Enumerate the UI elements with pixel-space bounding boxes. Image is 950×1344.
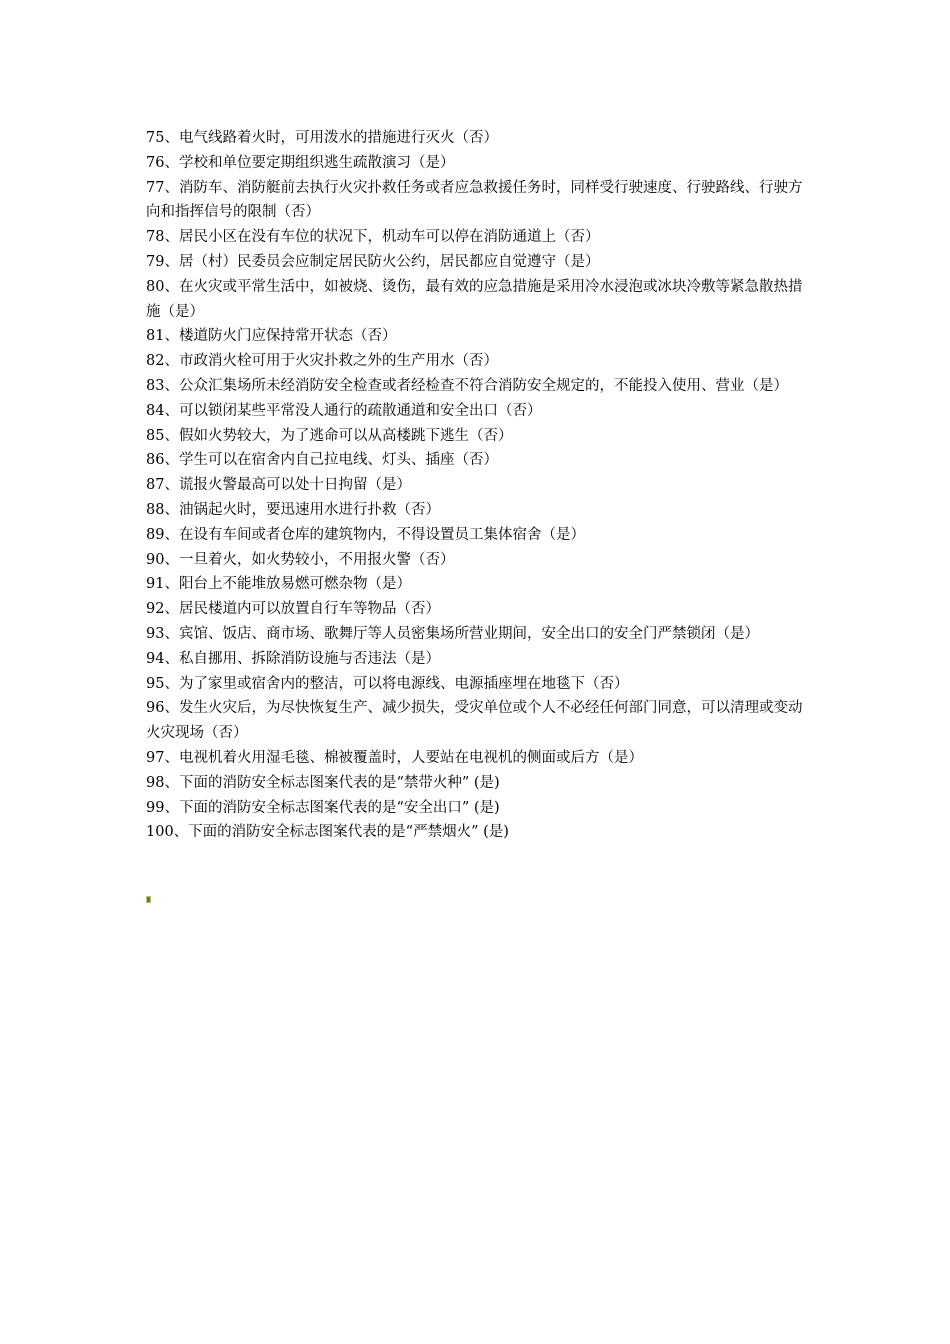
- list-item: 82、市政消火栓可用于火灾扑救之外的生产用水（否）: [146, 353, 498, 370]
- list-item: 76、学校和单位要定期组织逃生疏散演习（是）: [146, 154, 455, 171]
- list-item: 75、电气线路着火时，可用泼水的措施进行灭火（否）: [146, 130, 498, 146]
- list-item: 96、发生火灾后，为尽快恢复生产、减少损失，受灾单位或个人不必经任何部门同意，可以清理或变动火灾现场（否）: [146, 700, 803, 742]
- list-item: 94、私自挪用、拆除消防设施与否违法（是）: [146, 650, 440, 667]
- list-item: 80、在火灾或平常生活中，如被烧、烫伤，最有效的应急措施是采用冷水浸泡或冰块冷敷等紧急散热措施（是）: [146, 278, 803, 320]
- list-item: 100、下面的消防安全标志图案代表的是“严禁烟火” (是): [146, 824, 509, 841]
- image-thumbnail: [146, 896, 151, 903]
- list-item: 91、阳台上不能堆放易燃可燃杂物（是）: [146, 576, 411, 593]
- list-item: 81、楼道防火门应保持常开状态（否）: [146, 328, 397, 345]
- list-item: 99、下面的消防安全标志图案代表的是“安全出口” (是): [146, 799, 500, 816]
- list-item: 85、假如火势较大，为了逃命可以从高楼跳下逃生（否）: [146, 427, 513, 444]
- list-item: 83、公众汇集场所未经消防安全检查或者经检查不符合消防安全规定的，不能投入使用、营业（是）: [146, 377, 788, 394]
- list-item: 93、宾馆、饭店、商市场、歌舞厅等人员密集场所营业期间，安全出口的安全门严禁锁闭（是）: [146, 625, 759, 642]
- list-item: 86、学生可以在宿舍内自己拉电线、灯头、插座（否）: [146, 452, 498, 469]
- list-item: 89、在设有车间或者仓库的建筑物内，不得设置员工集体宿舍（是）: [146, 526, 585, 543]
- list-item: 97、电视机着火用湿毛毯、棉被覆盖时，人要站在电视机的侧面或后方（是）: [146, 749, 643, 766]
- list-item: 92、居民楼道内可以放置自行车等物品（否）: [146, 601, 440, 618]
- list-item: 78、居民小区在没有车位的状况下，机动车可以停在消防通道上（否）: [146, 229, 600, 246]
- list-item: 87、谎报火警最高可以处十日拘留（是）: [146, 477, 411, 494]
- list-item: 95、为了家里或宿舍内的整洁，可以将电源线、电源插座埋在地毯下（否）: [146, 675, 629, 692]
- list-item: 88、油锅起火时，要迅速用水进行扑救（否）: [146, 501, 440, 518]
- list-item: 79、居（村）民委员会应制定居民防火公约，居民都应自觉遵守（是）: [146, 253, 600, 270]
- question-list: [146, 126, 814, 845]
- list-item: 84、可以锁闭某些平常没人通行的疏散通道和安全出口（否）: [146, 402, 542, 419]
- list-item: 77、消防车、消防艇前去执行火灾扑救任务或者应急救援任务时，同样受行驶速度、行驶路线、行驶方向和指挥信号的限制（否）: [146, 179, 803, 221]
- list-item: 98、下面的消防安全标志图案代表的是“禁带火种” (是): [146, 774, 500, 791]
- list-item: 90、一旦着火，如火势较小，不用报火警（否）: [146, 551, 455, 568]
